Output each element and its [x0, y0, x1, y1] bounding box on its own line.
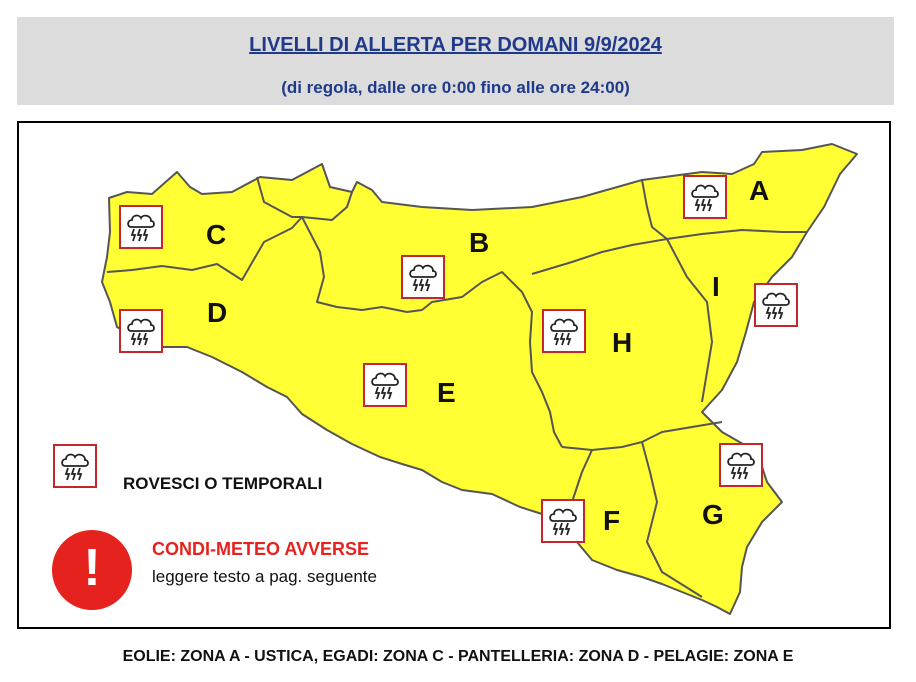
storm-cloud-icon — [401, 255, 445, 299]
storm-cloud-icon — [119, 309, 163, 353]
storm-cloud-icon — [363, 363, 407, 407]
zone-label-f: F — [603, 505, 621, 536]
map-frame — [17, 121, 891, 629]
storm-cloud-icon — [542, 309, 586, 353]
page-title: LIVELLI DI ALLERTA PER DOMANI 9/9/2024 — [249, 34, 662, 56]
zone-label-g: G — [702, 499, 724, 530]
header-banner — [17, 17, 894, 105]
zone-label-c: C — [206, 219, 227, 250]
zone-label-d: D — [207, 297, 228, 328]
zone-label-i: I — [712, 271, 720, 302]
storm-cloud-icon — [754, 283, 798, 327]
zone-label-b: B — [469, 227, 490, 258]
zone-label-h: H — [612, 327, 633, 358]
storm-cloud-icon — [541, 499, 585, 543]
footer-note: EOLIE: ZONA A - USTICA, EGADI: ZONA C - PANTELLERIA: ZONA D - PELAGIE: ZONA E — [122, 648, 794, 665]
storm-cloud-icon — [683, 175, 727, 219]
warning-text: leggere testo a pag. seguente — [152, 567, 377, 586]
zone-label-a: A — [749, 175, 770, 206]
legend-label: ROVESCI O TEMPORALI — [123, 474, 323, 493]
storm-cloud-icon — [719, 443, 763, 487]
legend-storm-cloud-icon — [53, 444, 97, 488]
storm-cloud-icon — [119, 205, 163, 249]
warning-title: CONDI-METEO AVVERSE — [152, 539, 370, 559]
page-subtitle: (di regola, dalle ore 0:00 fino alle ore 24:00) — [281, 78, 630, 97]
zone-label-e: E — [437, 377, 456, 408]
exclamation-icon: ! — [52, 530, 132, 610]
